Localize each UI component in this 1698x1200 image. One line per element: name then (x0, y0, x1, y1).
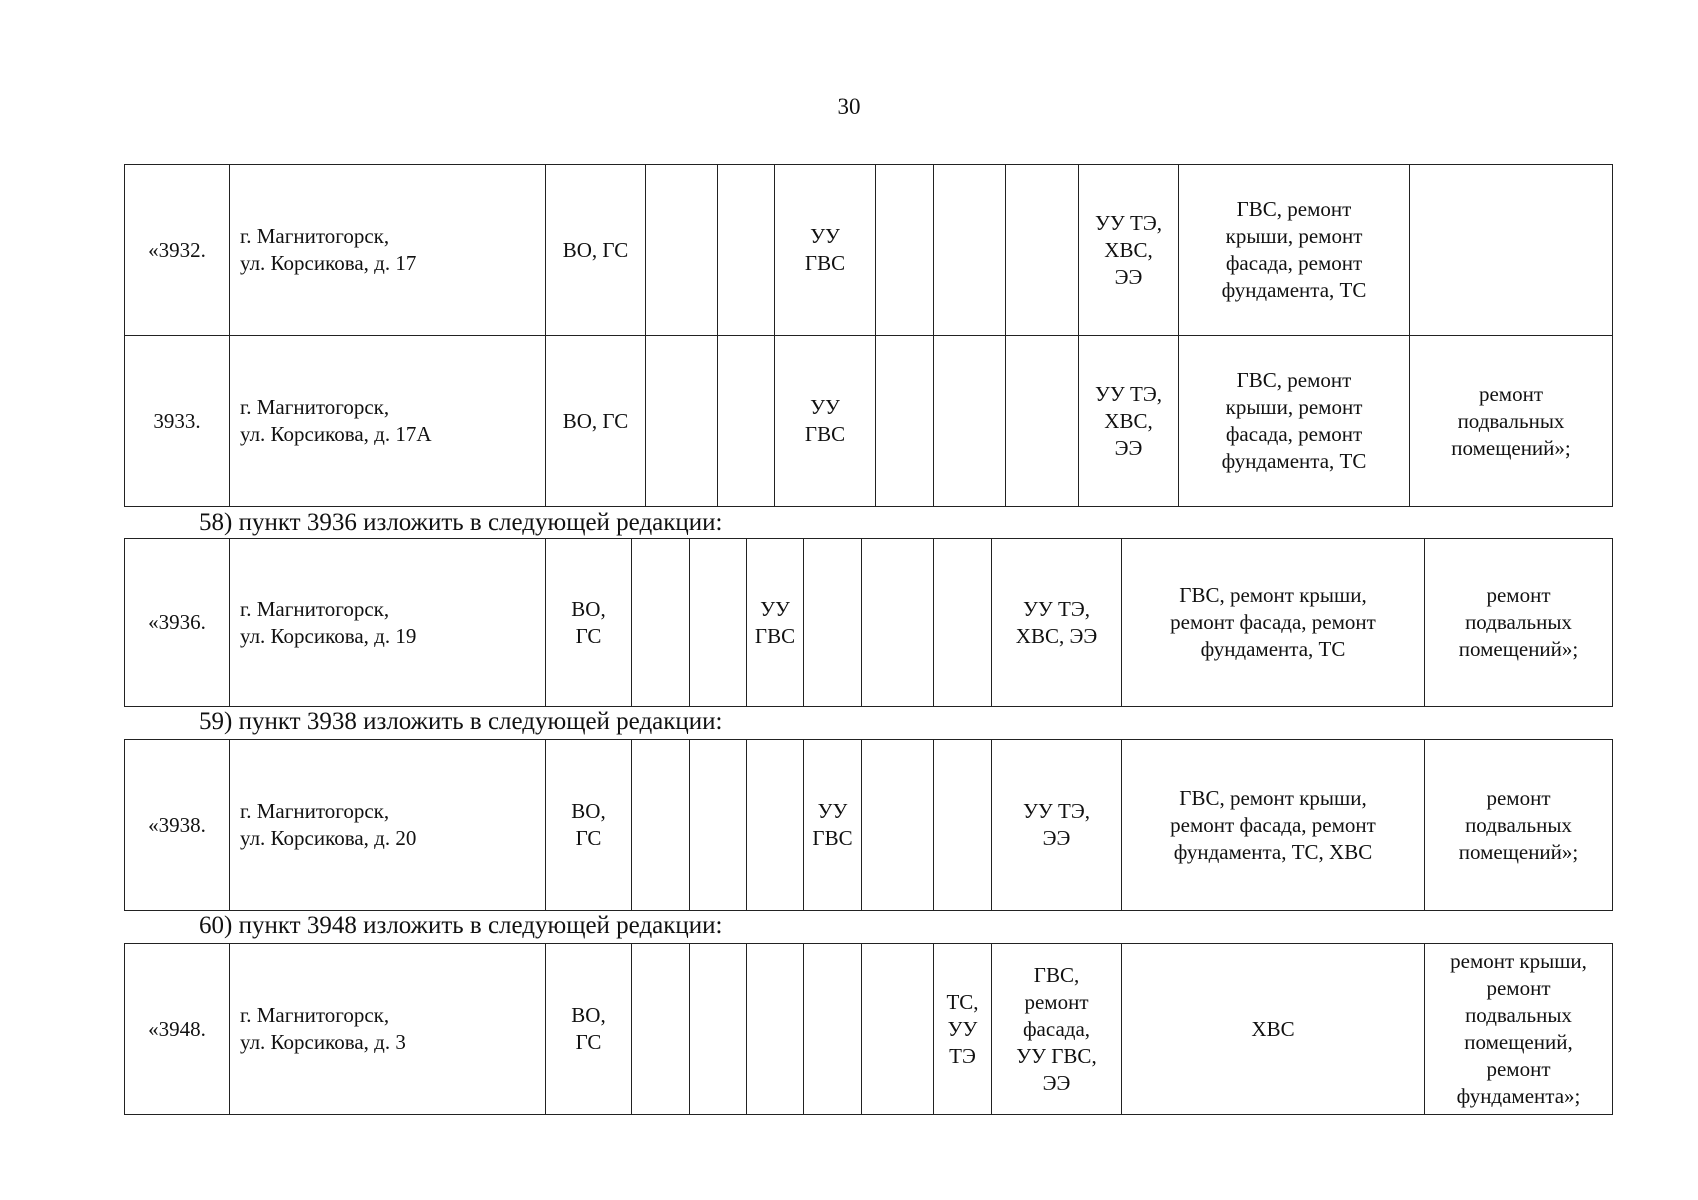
item-number: «3938. (125, 740, 230, 911)
table-row (125, 539, 1613, 707)
item-number: «3932. (125, 165, 230, 336)
amendment-intro-58: 58) пункт 3936 изложить в следующей редакции: (199, 509, 723, 536)
table-item-3948 (124, 943, 1613, 1115)
table-cell: ТС, УУ ТЭ (934, 944, 992, 1115)
table-cell (1006, 165, 1079, 336)
table-cell (804, 944, 862, 1115)
table-cell (690, 944, 747, 1115)
table-cell: ГВС, ремонт крыши, ремонт фасада, ремонт фундамента, ТС (1122, 539, 1425, 707)
table-cell (862, 539, 934, 707)
table-cell (747, 740, 804, 911)
table-cell (690, 740, 747, 911)
table-cell (934, 539, 992, 707)
table-cell (934, 165, 1006, 336)
table-cell (632, 944, 690, 1115)
table-cell (690, 539, 747, 707)
table-cell: ремонт крыши, ремонт подвальных помещений, ремонт фундамента»; (1425, 944, 1613, 1115)
address-cell: г. Магнитогорск, ул. Корсикова, д. 20 (230, 740, 546, 911)
table-cell (1410, 165, 1613, 336)
table-cell: ремонт подвальных помещений»; (1410, 336, 1613, 507)
table-cell (718, 336, 775, 507)
table-cell (1006, 336, 1079, 507)
table-cell: УУ ГВС (804, 740, 862, 911)
table-cell (646, 336, 718, 507)
amendment-intro-59: 59) пункт 3938 изложить в следующей редакции: (199, 708, 723, 735)
table-cell: УУ ГВС (775, 336, 876, 507)
table-item-3938 (124, 739, 1613, 911)
table-cell: ХВС (1122, 944, 1425, 1115)
item-number: «3948. (125, 944, 230, 1115)
table-cell (804, 539, 862, 707)
page-number: 30 (837, 94, 861, 119)
table-cell: ВО, ГС (546, 740, 632, 911)
table-cell: ГВС, ремонт фасада, УУ ГВС, ЭЭ (992, 944, 1122, 1115)
table-cell: ВО, ГС (546, 539, 632, 707)
address-cell: г. Магнитогорск, ул. Корсикова, д. 17А (230, 336, 546, 507)
table-cell (876, 336, 934, 507)
table-cell (646, 165, 718, 336)
address-cell: г. Магнитогорск, ул. Корсикова, д. 19 (230, 539, 546, 707)
item-number: 3933. (125, 336, 230, 507)
table-cell (632, 539, 690, 707)
table-row (125, 740, 1613, 911)
address-cell: г. Магнитогорск, ул. Корсикова, д. 17 (230, 165, 546, 336)
table-cell: ВО, ГС (546, 944, 632, 1115)
table-cell (934, 740, 992, 911)
table-cell (862, 944, 934, 1115)
table-row (125, 165, 1613, 336)
amendment-intro-60: 60) пункт 3948 изложить в следующей редакции: (199, 912, 723, 939)
table-cell (747, 944, 804, 1115)
table-row (125, 944, 1613, 1115)
table-cell: УУ ТЭ, ХВС, ЭЭ (1079, 165, 1179, 336)
table-cell: УУ ГВС (747, 539, 804, 707)
table-cell (862, 740, 934, 911)
table-item-3936 (124, 538, 1613, 707)
table-cell: УУ ТЭ, ХВС, ЭЭ (992, 539, 1122, 707)
table-cell: ГВС, ремонт крыши, ремонт фасада, ремонт фундамента, ТС (1179, 165, 1410, 336)
table-cell: ВО, ГС (546, 165, 646, 336)
table-cell: ГВС, ремонт крыши, ремонт фасада, ремонт фундамента, ТС, ХВС (1122, 740, 1425, 911)
table-cell: ВО, ГС (546, 336, 646, 507)
table-cell: УУ ТЭ, ХВС, ЭЭ (1079, 336, 1179, 507)
table-cell: ГВС, ремонт крыши, ремонт фасада, ремонт фундамента, ТС (1179, 336, 1410, 507)
table-cell (934, 336, 1006, 507)
table-cell (632, 740, 690, 911)
item-number: «3936. (125, 539, 230, 707)
table-row (125, 336, 1613, 507)
table-cell (876, 165, 934, 336)
table-cell: УУ ГВС (775, 165, 876, 336)
table-cell: УУ ТЭ, ЭЭ (992, 740, 1122, 911)
table-cell: ремонт подвальных помещений»; (1425, 539, 1613, 707)
table-cell (718, 165, 775, 336)
table-items-3932-3933 (124, 164, 1613, 507)
address-cell: г. Магнитогорск, ул. Корсикова, д. 3 (230, 944, 546, 1115)
table-cell: ремонт подвальных помещений»; (1425, 740, 1613, 911)
